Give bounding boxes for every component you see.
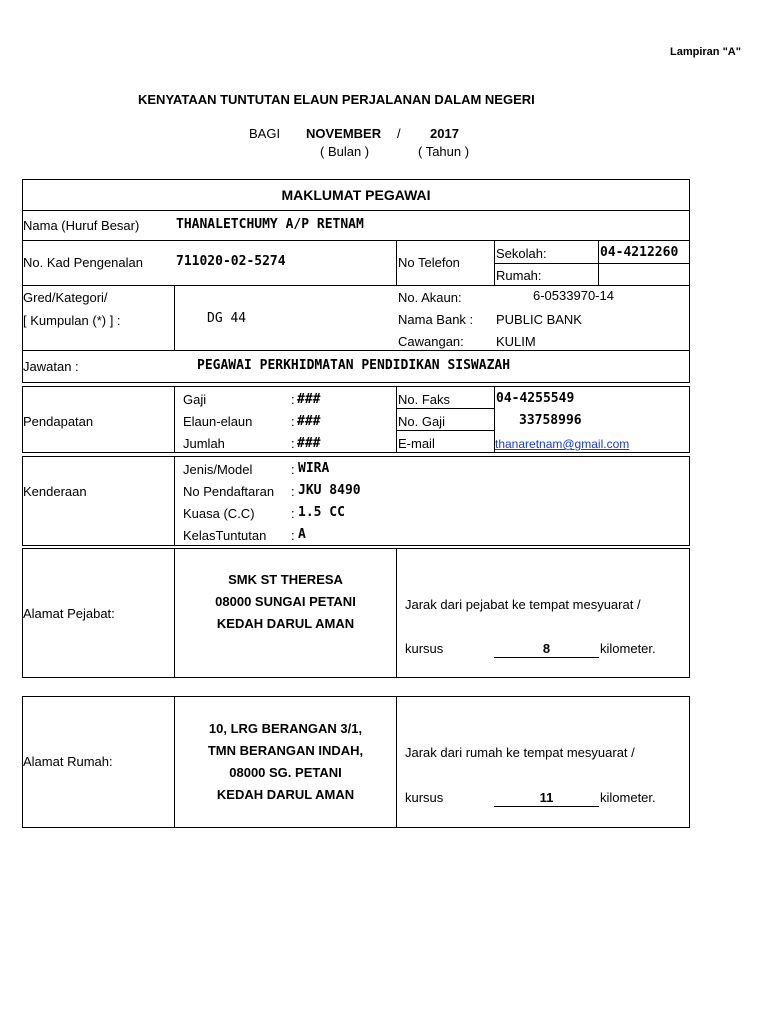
home-distance-underline <box>494 806 599 807</box>
home-distance-value: 11 <box>539 790 554 805</box>
salary-no-label: No. Gaji <box>398 414 445 429</box>
year-caption: ( Tahun ) <box>418 144 470 159</box>
bagi-label: BAGI <box>249 126 281 141</box>
school-phone-label: Sekolah: <box>496 246 547 261</box>
home-address-line3: 08000 SG. PETANI <box>229 765 342 780</box>
home-address-line4: KEDAH DARUL AMAN <box>216 787 355 802</box>
group-label: [ Kumpulan (*) ] : <box>23 313 121 328</box>
reg-colon: : <box>291 484 295 499</box>
bank-label: Nama Bank : <box>398 312 474 327</box>
period-separator: / <box>397 126 401 141</box>
fax-label: No. Faks <box>398 392 451 407</box>
allowance-value: ### <box>297 414 321 429</box>
income-label: Pendapatan <box>23 414 94 429</box>
home-kursus-label: kursus <box>405 790 444 805</box>
total-label: Jumlah <box>183 436 225 451</box>
home-address-line2: TMN BERANGAN INDAH, <box>207 743 364 758</box>
cc-colon: : <box>291 506 295 521</box>
name-label: Nama (Huruf Besar) <box>23 218 140 233</box>
name-value: THANALETCHUMY A/P RETNAM <box>176 217 364 232</box>
model-colon: : <box>291 462 295 477</box>
reg-label: No Pendaftaran <box>183 484 275 499</box>
grade-value: DG 44 <box>207 311 247 326</box>
office-kursus-label: kursus <box>405 641 444 656</box>
office-distance-value: 8 <box>542 641 551 656</box>
cc-label: Kuasa (C.C) <box>183 506 255 521</box>
reg-value: JKU 8490 <box>298 483 361 498</box>
salary-colon: : <box>291 392 295 407</box>
account-value: 6-0533970-14 <box>533 288 614 303</box>
home-phone-label: Rumah: <box>496 268 542 283</box>
fax-value: 04-4255549 <box>496 391 575 406</box>
class-value: A <box>298 527 306 542</box>
year-value: 2017 <box>430 126 459 141</box>
salary-no-value: 33758996 <box>519 413 582 428</box>
model-value: WIRA <box>298 461 330 476</box>
position-value: PEGAWAI PERKHIDMATAN PENDIDIKAN SISWAZAH <box>197 358 511 373</box>
office-distance-text: Jarak dari pejabat ke tempat mesyuarat / <box>405 597 641 612</box>
month-caption: ( Bulan ) <box>320 144 370 159</box>
cc-value: 1.5 CC <box>298 505 345 520</box>
vehicle-label: Kenderaan <box>23 484 87 499</box>
office-address-line2: 08000 SUNGAI PETANI <box>215 594 356 609</box>
phone-label: No Telefon <box>398 255 460 270</box>
salary-label: Gaji <box>183 392 207 407</box>
email-label: E-mail <box>398 436 435 451</box>
account-label: No. Akaun: <box>398 290 462 305</box>
home-distance-text: Jarak dari rumah ke tempat mesyuarat / <box>405 745 635 760</box>
bank-value: PUBLIC BANK <box>496 312 582 327</box>
office-distance-unit: kilometer. <box>600 641 656 656</box>
grade-label: Gred/Kategori/ <box>23 290 108 305</box>
email-link[interactable]: thanaretnam@gmail.com <box>495 437 630 451</box>
office-address-line1: SMK ST THERESA <box>228 572 343 587</box>
home-distance-unit: kilometer. <box>600 790 656 805</box>
document-title: KENYATAAN TUNTUTAN ELAUN PERJALANAN DALAM NEGERI <box>138 92 535 107</box>
home-address-line1: 10, LRG BERANGAN 3/1, <box>208 721 363 736</box>
ic-value: 711020-02-5274 <box>176 254 286 269</box>
model-label: Jenis/Model <box>183 462 253 477</box>
ic-label: No. Kad Pengenalan <box>23 255 143 270</box>
branch-value: KULIM <box>496 334 536 349</box>
total-value: ### <box>297 436 321 451</box>
class-colon: : <box>291 528 295 543</box>
office-address-line3: KEDAH DARUL AMAN <box>216 616 355 631</box>
branch-label: Cawangan: <box>398 334 464 349</box>
home-address-label: Alamat Rumah: <box>23 754 113 769</box>
salary-value: ### <box>297 392 321 407</box>
section-title: MAKLUMAT PEGAWAI <box>281 187 431 203</box>
position-label: Jawatan : <box>23 359 79 374</box>
month-value: NOVEMBER <box>306 126 382 141</box>
office-address-label: Alamat Pejabat: <box>23 606 115 621</box>
total-colon: : <box>291 436 295 451</box>
school-phone-value: 04-4212260 <box>600 245 679 260</box>
allowance-colon: : <box>291 414 295 429</box>
office-distance-underline <box>494 657 599 658</box>
annex-label: Lampiran "A" <box>670 46 741 58</box>
class-label: KelasTuntutan <box>183 528 267 543</box>
allowance-label: Elaun-elaun <box>183 414 253 429</box>
